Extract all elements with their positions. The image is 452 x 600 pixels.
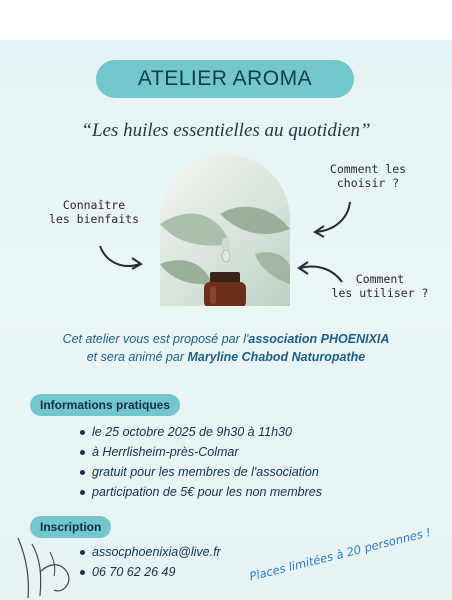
flyer	[0, 40, 452, 600]
intro-line-1	[0, 330, 452, 348]
essential-oil-photo	[160, 154, 290, 306]
bottle-illustration-icon	[160, 154, 290, 306]
list-item: le 25 octobre 2025 de 9h30 à 11h30	[78, 422, 322, 442]
inscription-heading-text: Inscription	[40, 520, 102, 534]
email-address[interactable]: assocphoenixia@live.fr	[78, 542, 221, 562]
intro-text	[0, 330, 452, 366]
arrow-top-right-icon	[306, 198, 356, 238]
info-heading-text: Informations pratiques	[40, 398, 171, 412]
intro-line-2	[0, 348, 452, 366]
title-banner	[96, 60, 354, 98]
list-item: participation de 5€ pour les non membres	[78, 482, 322, 502]
intro-prefix-1: Cet atelier vous est proposé par l'	[62, 332, 249, 346]
inscription-list	[78, 542, 221, 582]
prompt-bottom-right: Comment les utiliser ?	[331, 272, 429, 300]
info-list	[78, 422, 322, 502]
arrow-left-icon	[96, 240, 146, 274]
prompt-top-right: Comment les choisir ?	[329, 162, 407, 190]
facilitator-name: Maryline Chabod Naturopathe	[187, 350, 366, 364]
phone-number[interactable]: 06 70 62 26 49	[78, 562, 221, 582]
sketch-doodle-icon	[10, 532, 80, 600]
prompt-left: Connaître les bienfaits	[48, 198, 139, 226]
list-item: à Herrlisheim-près-Colmar	[78, 442, 322, 462]
list-item: gratuit pour les membres de l'association	[78, 462, 322, 482]
intro-prefix-2: et sera animé par	[86, 350, 188, 364]
arrow-bottom-right-icon	[296, 258, 346, 288]
association-name: association PHOENIXIA	[248, 332, 390, 346]
info-heading	[30, 394, 180, 416]
title-text: ATELIER AROMA	[137, 67, 313, 90]
subtitle: “Les huiles essentielles au quotidien”	[81, 120, 371, 141]
places-limited-note: Places limitées à 20 personnes !	[248, 524, 433, 584]
